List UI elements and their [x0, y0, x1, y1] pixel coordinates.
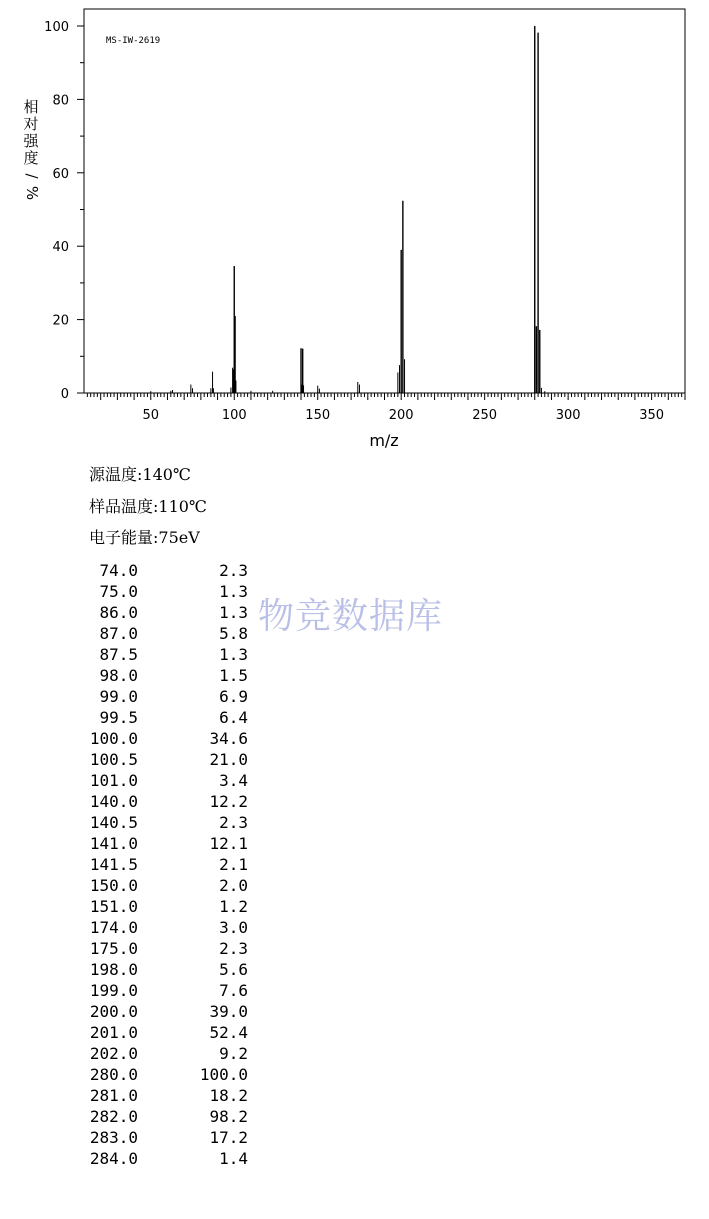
x-tick-label: 300 [555, 408, 581, 423]
mz-value: 141.0 [89, 834, 138, 853]
table-row [78, 854, 248, 875]
x-axis-label: m/z [369, 431, 399, 450]
intensity-value: 39.0 [209, 1002, 248, 1021]
mz-value: 283.0 [89, 1128, 138, 1147]
mz-value: 86.0 [99, 603, 138, 622]
mz-value: 100.5 [89, 750, 138, 769]
intensity-value: 5.6 [219, 960, 248, 979]
mz-value: 202.0 [89, 1044, 138, 1063]
intensity-value: 2.3 [219, 561, 248, 580]
table-row [78, 833, 248, 854]
mz-value: 150.0 [89, 876, 138, 895]
spectrum-peaks [151, 26, 545, 393]
x-tick-label: 100 [221, 408, 247, 423]
table-row [78, 665, 248, 686]
y-axis-label-char: 强 [23, 132, 39, 150]
table-row [78, 959, 248, 980]
mz-value: 280.0 [89, 1065, 138, 1084]
y-axis-label-char: 度 [23, 149, 39, 167]
mz-value: 281.0 [89, 1086, 138, 1105]
mz-value: 99.5 [99, 708, 138, 727]
peak-table [78, 560, 248, 1169]
intensity-value: 2.3 [219, 813, 248, 832]
table-row [78, 728, 248, 749]
intensity-value: 1.3 [219, 603, 248, 622]
y-axis-label-char: / [23, 173, 41, 179]
mz-value: 198.0 [89, 960, 138, 979]
mz-value: 100.0 [89, 729, 138, 748]
mz-value: 140.5 [89, 813, 138, 832]
y-axis-label-char: 相 [23, 98, 39, 116]
y-tick-label: 40 [52, 240, 69, 256]
intensity-value: 2.0 [219, 876, 248, 895]
intensity-value: 52.4 [209, 1023, 248, 1042]
mz-value: 87.5 [99, 645, 138, 664]
intensity-value: 98.2 [209, 1107, 248, 1126]
table-row [78, 1043, 248, 1064]
mz-value: 284.0 [89, 1149, 138, 1168]
table-row [78, 749, 248, 770]
intensity-value: 6.4 [219, 708, 248, 727]
intensity-value: 1.2 [219, 897, 248, 916]
y-axis-label-char: 对 [23, 115, 39, 133]
table-row [78, 1001, 248, 1022]
table-row [78, 623, 248, 644]
table-row [78, 560, 248, 581]
table-row [78, 896, 248, 917]
y-tick-label: 80 [52, 93, 69, 109]
y-axis-label [23, 98, 41, 200]
intensity-value: 3.4 [219, 771, 248, 790]
mz-value: 99.0 [99, 687, 138, 706]
watermark: 物竞数据库 [258, 596, 444, 637]
mz-value: 87.0 [99, 624, 138, 643]
x-axis-ticks [87, 393, 685, 423]
table-row [78, 1127, 248, 1148]
table-row [78, 686, 248, 707]
table-row [78, 644, 248, 665]
y-tick-label: 20 [52, 313, 69, 329]
sample-temperature: 样品温度:110℃ [89, 497, 207, 516]
intensity-value: 12.1 [209, 834, 248, 853]
mz-value: 151.0 [89, 897, 138, 916]
intensity-value: 100.0 [199, 1065, 248, 1084]
table-row [78, 812, 248, 833]
mz-value: 75.0 [99, 582, 138, 601]
mass-spectrum-chart [0, 0, 709, 460]
mz-value: 199.0 [89, 981, 138, 1000]
mz-value: 98.0 [99, 666, 138, 685]
intensity-value: 1.5 [219, 666, 248, 685]
electron-energy: 电子能量:75eV [89, 528, 200, 547]
intensity-value: 1.3 [219, 582, 248, 601]
intensity-value: 6.9 [219, 687, 248, 706]
intensity-value: 1.4 [219, 1149, 248, 1168]
x-tick-label: 250 [472, 408, 498, 423]
sample-id-label: MS-IW-2619 [106, 36, 161, 46]
table-row [78, 602, 248, 623]
y-axis-label-char: % [23, 185, 41, 201]
mz-value: 174.0 [89, 918, 138, 937]
y-axis-ticks [44, 20, 84, 402]
intensity-value: 18.2 [209, 1086, 248, 1105]
mz-value: 175.0 [89, 939, 138, 958]
table-row [78, 1106, 248, 1127]
intensity-value: 17.2 [209, 1128, 248, 1147]
table-row [78, 1064, 248, 1085]
y-tick-label: 60 [52, 166, 69, 182]
x-tick-label: 350 [639, 408, 665, 423]
table-row [78, 707, 248, 728]
source-temperature: 源温度:140℃ [89, 465, 191, 484]
table-row [78, 938, 248, 959]
intensity-value: 2.1 [219, 855, 248, 874]
mz-value: 141.5 [89, 855, 138, 874]
mz-value: 140.0 [89, 792, 138, 811]
intensity-value: 12.2 [209, 792, 248, 811]
intensity-value: 9.2 [219, 1044, 248, 1063]
table-row [78, 875, 248, 896]
intensity-value: 7.6 [219, 981, 248, 1000]
intensity-value: 2.3 [219, 939, 248, 958]
intensity-value: 5.8 [219, 624, 248, 643]
table-row [78, 1085, 248, 1106]
table-row [78, 581, 248, 602]
intensity-value: 21.0 [209, 750, 248, 769]
mz-value: 101.0 [89, 771, 138, 790]
x-tick-label: 150 [305, 408, 331, 423]
y-tick-label: 0 [60, 387, 69, 402]
y-tick-label: 100 [44, 20, 69, 35]
x-tick-label: 50 [142, 408, 160, 423]
table-row [78, 791, 248, 812]
intensity-value: 1.3 [219, 645, 248, 664]
mz-value: 200.0 [89, 1002, 138, 1021]
x-tick-label: 200 [388, 408, 414, 423]
intensity-value: 3.0 [219, 918, 248, 937]
mz-value: 201.0 [89, 1023, 138, 1042]
table-row [78, 980, 248, 1001]
table-row [78, 1022, 248, 1043]
table-row [78, 917, 248, 938]
mz-value: 74.0 [99, 561, 138, 580]
table-row [78, 1148, 248, 1169]
intensity-value: 34.6 [209, 729, 248, 748]
mz-value: 282.0 [89, 1107, 138, 1126]
plot-frame [84, 9, 685, 393]
table-row [78, 770, 248, 791]
